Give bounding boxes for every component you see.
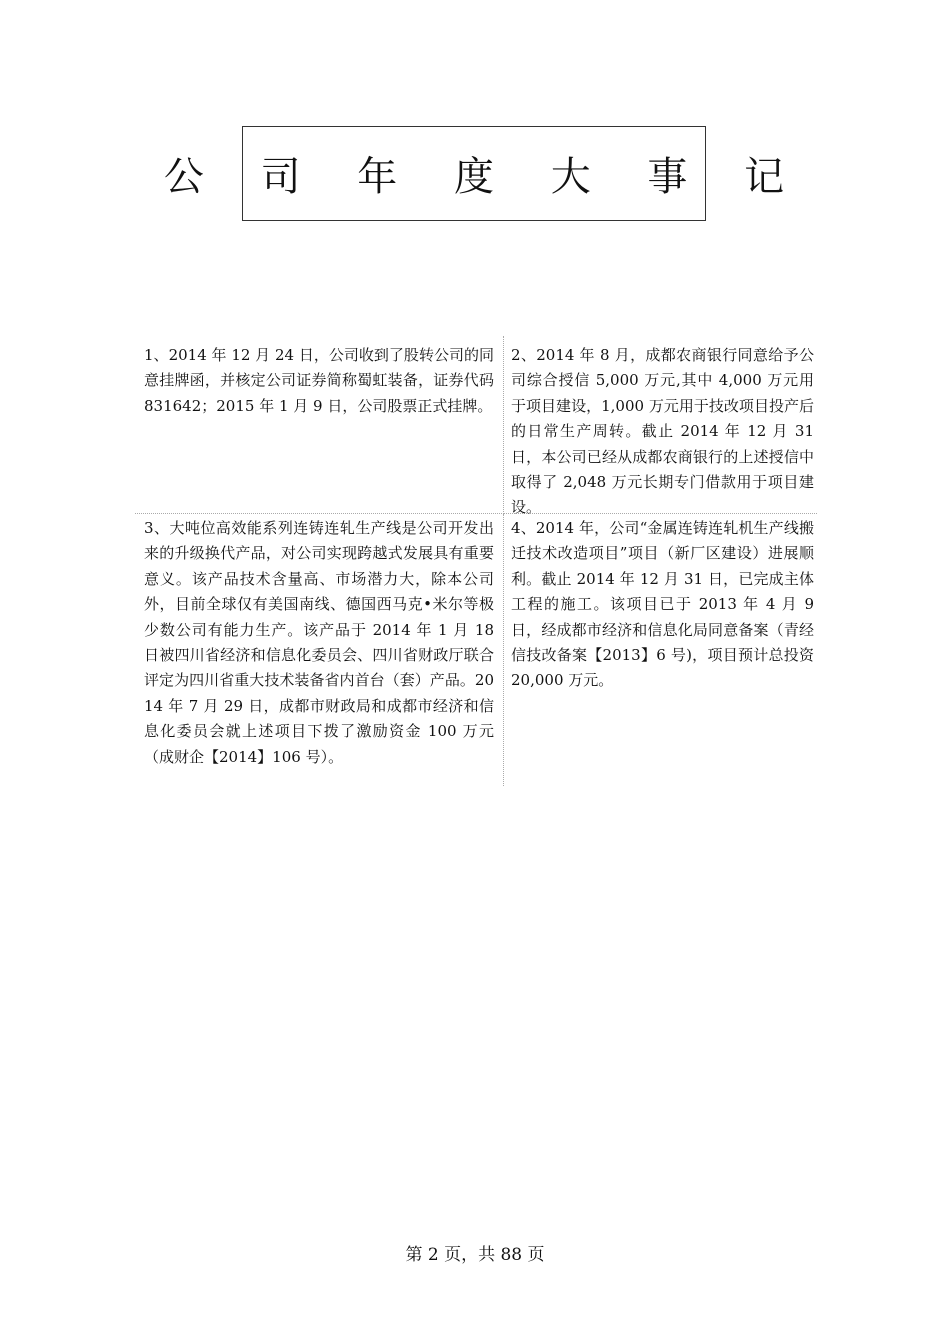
title-box: [163, 126, 807, 221]
page-number-footer: 第 2 页，共 88 页: [405, 1245, 545, 1265]
event-item-4: 4、2014 年，公司“金属连铸连轧机生产线搬迁技术改造项目”项目（新厂区建设）进展顺利。截止 2014 年 12 月 31 日，已完成主体工程的施工。该项目已于 2013 年 4 月 9 日，经成都市经济和信息化局同意备案（青经信技改备案【2013】6 号)，项目预计总投资 20,000 万元。: [511, 519, 814, 690]
event-item-2: 2、2014 年 8 月，成都农商银行同意给予公司综合授信 5,000 万元,其中 4,000 万元用于项目建设，1,000 万元用于技改项目投产后的日常生产周转。截止 2014 年 12 月 31 日，本公司已经从成都农商银行的上述授信中取得了 2,048 万元长期专门借款用于项目建设。: [504, 336, 817, 514]
event-item-3: 3、大吨位高效能系列连铸连轧生产线是公司开发出来的升级换代产品，对公司实现跨越式发展具有重要意义。该产品技术含量高、市场潜力大，除本公司外，目前全球仅有美国南线、德国西马克•米尔等极少数公司有能力生产。该产品于 2014 年 1 月 18 日被四川省经济和信息化委员会、四川省财政厅联合评定为四川省重大技术装备省内首台（套）产品。2014 年 7 月 29 日，成都市财政局和成都市经济和信息化委员会就上述项目下拨了激励资金 100 万元（成财企【2014】106 号）。: [135, 514, 504, 786]
events-table: [135, 336, 817, 786]
page-title: 公 司 年 度 大 事 记: [163, 154, 807, 200]
event-item-1: 1、2014 年 12 月 24 日，公司收到了股转公司的同意挂牌函，并核定公司证券简称蜀虹装备，证券代码 831642；2015 年 1 月 9 日，公司股票正式挂牌。: [135, 336, 504, 514]
